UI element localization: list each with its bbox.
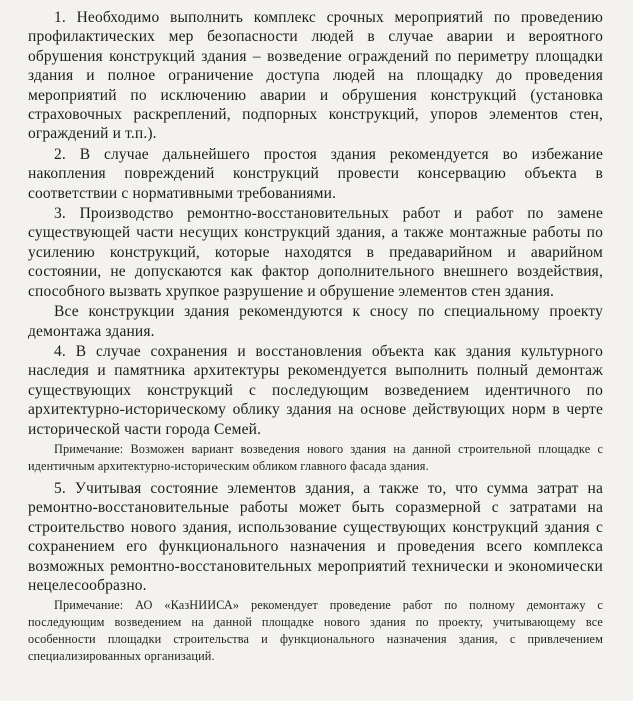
paragraph-4: 4. В случае сохранения и восстановления объекта как здания культурного наследия и памятника архитектуры рекомендуется выполнить полный демонтаж существующих конструкций с последующим возведением идентичного по архитектурно-историческому облику здания на основе действующих норм в черте исторической части города Семей. — [28, 342, 603, 438]
paragraph-1: 1. Необходимо выполнить комплекс срочных мероприятий по проведению профилактических мер безопасности людей в случае аварии и вероятного обрушения конструкций здания – возведение ограждений по периметру площадки здания и полное ограничение доступа людей на площадку до проведения мероприятий по исключению аварии и обрушения конструкций (установка страховочных раскреплений, подпорных конструкций, упоров элементов стен, ограждений и т.п.). — [28, 9, 603, 143]
paragraph-3: 3. Производство ремонтно-восстановительных работ и работ по замене существующей части несущих конструкций здания, а также монтажные работы по усилению конструкций, которые находятся в предаварийном и аварийном состоянии, не допускаются как фактор дополнительного внешнего воздействия, способного вызвать хрупкое разрушение и обрушение элементов стен здания. — [28, 205, 603, 300]
note-1: Примечание: Возможен вариант возведения нового здания на данной строительной площадке с идентичным архитектурно-историческим обликом главного фасада здания. — [28, 441, 603, 473]
paragraph-5: 5. Учитывая состояние элементов здания, а также то, что сумма затрат на ремонтно-восстановительные работы может быть соразмерной с затратами на строительство нового здания, использование существующих конструкций здания с сохранением его функционального назначения и проведения всего комплекса возможных ремонтно-восстановительных мероприятий технически и экономически нецелесообразно. — [28, 479, 603, 594]
note-2: Примечание: АО «КазНИИСА» рекомендует проведение работ по полному демонтажу с последующим возведением на данной площадке нового здания по проекту, учитывающему все особенности площадки строительства и функционального назначения здания, с привлечением специализированных организаций. — [28, 598, 603, 664]
paragraph-3-demolition: Все конструкции здания рекомендуются к сносу по специальному проекту демонтажа здания. — [28, 303, 603, 340]
paragraph-2: 2. В случае дальнейшего простоя здания рекомендуется во избежание накопления повреждений конструкций провести консервацию объекта в соответствии с нормативными требованиями. — [28, 145, 603, 202]
